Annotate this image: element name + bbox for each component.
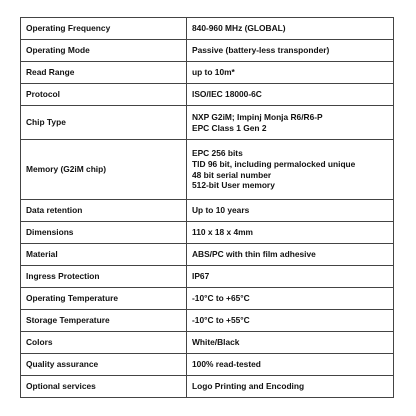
row-value: EPC 256 bits TID 96 bit, including permalocked unique 48 bit serial number 512-bit User memory <box>187 140 394 200</box>
row-label: Material <box>21 244 187 266</box>
table-row <box>21 84 394 106</box>
row-label: Operating Temperature <box>21 288 187 310</box>
row-label: Chip Type <box>21 106 187 140</box>
table-row <box>21 376 394 398</box>
row-value: Logo Printing and Encoding <box>187 376 394 398</box>
row-value: 100% read-tested <box>187 354 394 376</box>
row-value: White/Black <box>187 332 394 354</box>
row-value: Up to 10 years <box>187 200 394 222</box>
row-value: NXP G2iM; Impinj Monja R6/R6-P EPC Class 1 Gen 2 <box>187 106 394 140</box>
row-label: Storage Temperature <box>21 310 187 332</box>
row-label: Operating Frequency <box>21 18 187 40</box>
row-value: up to 10m* <box>187 62 394 84</box>
row-value: ISO/IEC 18000-6C <box>187 84 394 106</box>
row-value: -10°C to +55°C <box>187 310 394 332</box>
table-row <box>21 40 394 62</box>
table-row <box>21 222 394 244</box>
row-value: Passive (battery-less transponder) <box>187 40 394 62</box>
table-row <box>21 18 394 40</box>
row-value: -10°C to +65°C <box>187 288 394 310</box>
table-row <box>21 288 394 310</box>
row-label: Protocol <box>21 84 187 106</box>
table-row <box>21 310 394 332</box>
row-label: Optional services <box>21 376 187 398</box>
table-row <box>21 266 394 288</box>
table-row <box>21 140 394 200</box>
table-row <box>21 244 394 266</box>
row-label: Colors <box>21 332 187 354</box>
specifications-table <box>20 17 394 398</box>
table-row <box>21 62 394 84</box>
row-label: Quality assurance <box>21 354 187 376</box>
table-row <box>21 106 394 140</box>
row-value: 110 x 18 x 4mm <box>187 222 394 244</box>
row-value: 840-960 MHz (GLOBAL) <box>187 18 394 40</box>
row-label: Dimensions <box>21 222 187 244</box>
table-row <box>21 200 394 222</box>
row-label: Ingress Protection <box>21 266 187 288</box>
table-row <box>21 332 394 354</box>
row-label: Read Range <box>21 62 187 84</box>
row-value: ABS/PC with thin film adhesive <box>187 244 394 266</box>
row-value: IP67 <box>187 266 394 288</box>
row-label: Data retention <box>21 200 187 222</box>
row-label: Memory (G2iM chip) <box>21 140 187 200</box>
row-label: Operating Mode <box>21 40 187 62</box>
table-row <box>21 354 394 376</box>
